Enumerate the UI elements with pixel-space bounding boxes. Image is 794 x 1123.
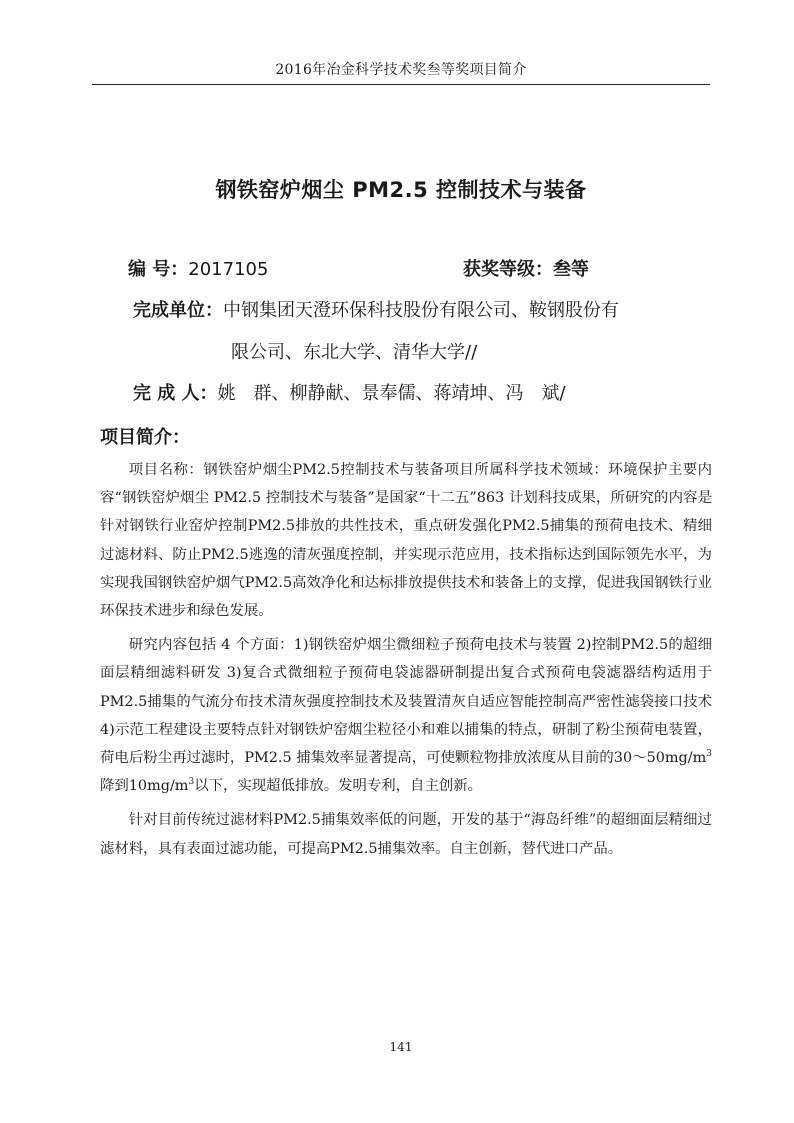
completing-units-value-line1: 中钢集团天澄环保科技股份有限公司、鞍钢股份有 bbox=[223, 300, 619, 321]
completing-people bbox=[133, 381, 566, 407]
completing-units-label: 完成单位： bbox=[133, 300, 223, 321]
superscript-3: 3 bbox=[188, 777, 195, 788]
paragraph-3: 针对目前传统过滤材料PM2.5捕集效率低的问题，开发的基于“海岛纤维”的超细面层精细过滤材料，具有表面过滤功能，可提高PM2.5捕集效率。自主创新，替代进口产品。 bbox=[100, 812, 712, 857]
project-summary-body bbox=[100, 456, 712, 869]
completing-people-label: 完 成 人： bbox=[133, 383, 218, 404]
paragraph-2-part-c: 以下，实现超低排放。发明专利，自主创新。 bbox=[194, 778, 483, 795]
project-number-value: 2017105 bbox=[188, 259, 269, 280]
paragraph-2-part-b: 降到10mg/m bbox=[100, 778, 189, 795]
section-heading: 项目简介： bbox=[100, 427, 190, 448]
document-title: 钢铁窑炉烟尘 PM2.5 控制技术与装备 bbox=[215, 178, 587, 202]
running-header: 2016年冶金科学技术奖叁等奖项目简介 bbox=[275, 62, 527, 78]
paragraph-2-part-a: 研究内容包括 4 个方面：1)钢铁窑炉烟尘微细粒子预荷电技术与装置 2)控制PM2.5的超细面层精细滤料研发 3)复合式微细粒子预荷电袋滤器研制提出复合式预荷电袋滤器结构适用于PM2.5捕集的气流分布技术清灰强度控制技术及装置清灰自适应智能控制高严密性滤袋接口技术 4)示范工程建设主要特点针对钢铁炉窑烟尘粒径小和难以捕集的特点，研制了粉尘预荷电装置，荷电后粉尘再过滤时，PM2.5 捕集效率显著提高，可使颗粒物排放浓度从目前的30～50mg/m bbox=[100, 637, 712, 767]
page-number: 141 bbox=[389, 1040, 413, 1054]
completing-units-continued: 限公司、东北大学、清华大学// bbox=[231, 342, 478, 363]
award-level-value: 叁等 bbox=[553, 259, 589, 280]
paragraph-2 bbox=[100, 631, 712, 800]
superscript-3: 3 bbox=[706, 749, 712, 760]
award-level-label: 获奖等级： bbox=[463, 259, 553, 280]
project-number-label: 编 号： bbox=[128, 259, 189, 280]
completing-units bbox=[133, 298, 619, 324]
completing-people-value: 姚 群、柳静献、景奉儒、蒋靖坤、冯 斌/ bbox=[217, 383, 566, 404]
paragraph-1: 项目名称：钢铁窑炉烟尘PM2.5控制技术与装备项目所属科学技术领域：环境保护主要内容“钢铁窑炉烟尘 PM2.5 控制技术与装备”是国家“十二五”863 计划科技成果，所研究的内容是针对钢铁行业窑炉控制PM2.5排放的共性技术，重点研发强化PM2.5捕集的预荷电技术、精细过滤材料、防止PM2.5逃逸的清灰强度控制，并实现示范应用，技术指标达到国际领先水平，为实现我国钢铁窑炉烟气PM2.5高效净化和达标排放提供技术和装备上的支撑，促进我国钢铁行业环保技术进步和绿色发展。 bbox=[100, 462, 712, 620]
award-level bbox=[463, 257, 589, 283]
header-rule bbox=[92, 84, 710, 85]
project-number bbox=[128, 257, 268, 283]
